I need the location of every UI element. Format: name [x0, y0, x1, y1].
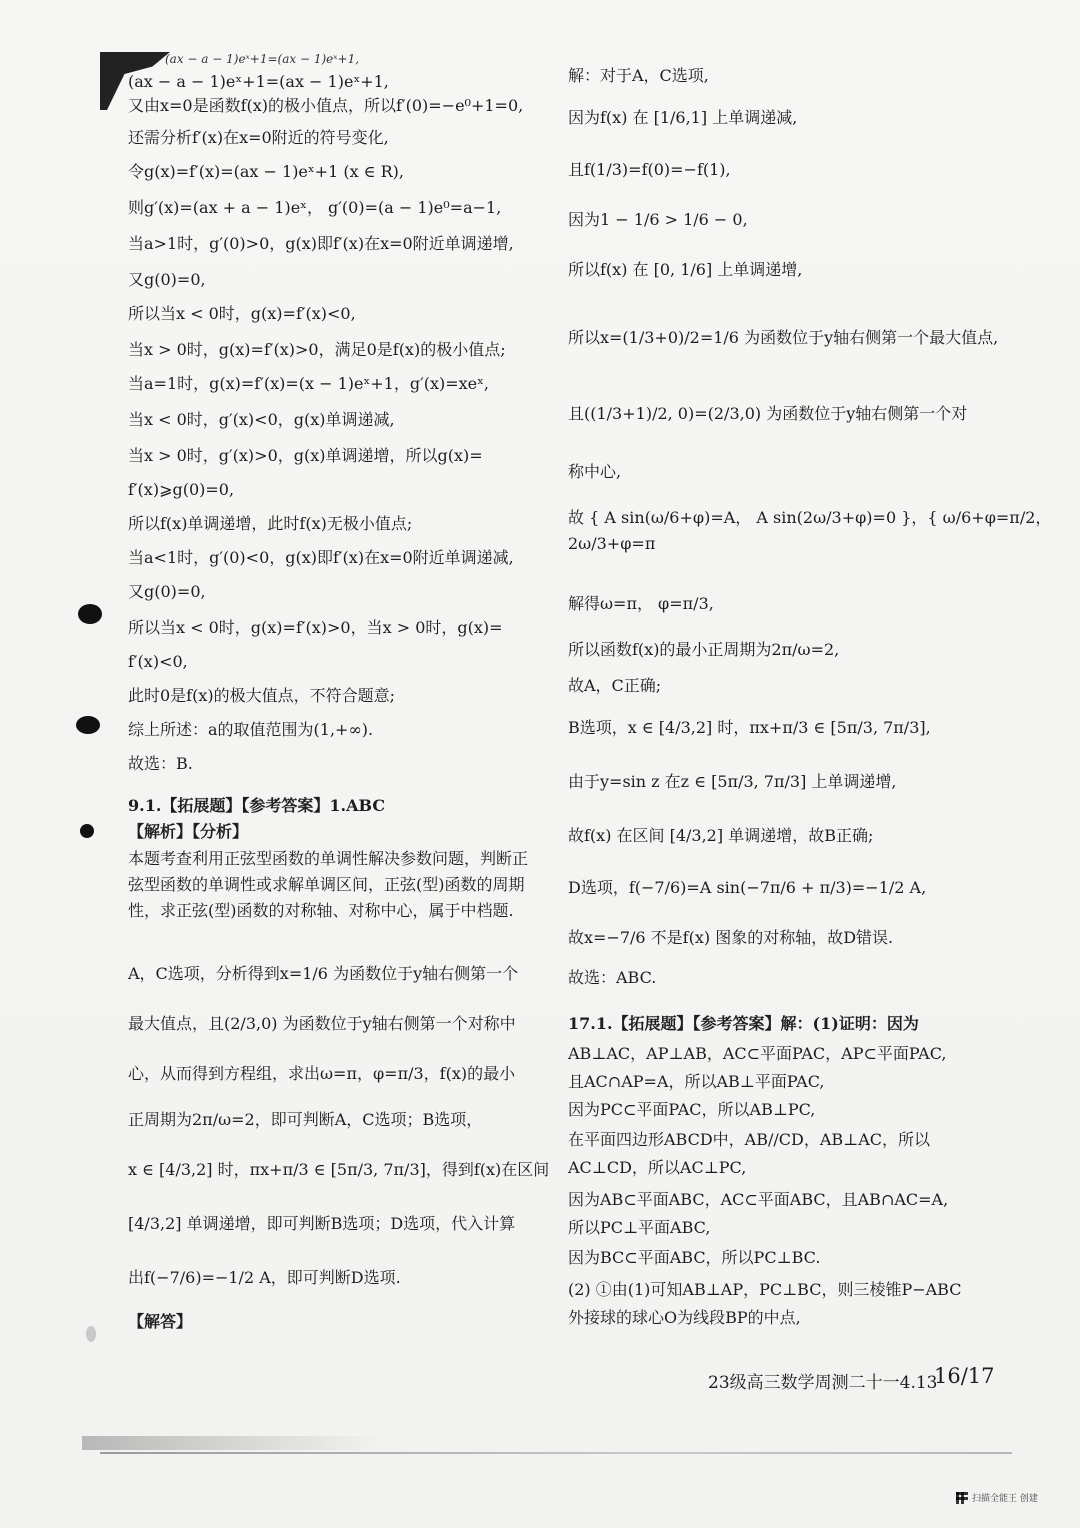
left-line-2: 又由x=0是函数f(x)的极小值点，所以f′(0)=−e⁰+1=0,: [128, 96, 524, 115]
answer-heading: 【解答】: [128, 1312, 193, 1331]
left-line-ac-1: A，C选项，分析得到x=1/6 为函数位于y轴右侧第一个: [128, 964, 519, 983]
right-line-15: 故f(x) 在区间 [4/3,2] 单调递增，故B正确;: [568, 826, 874, 845]
right-line-28: 外接球的球心O为线段BP的中点,: [568, 1308, 801, 1327]
page-shadow: [82, 1436, 382, 1450]
left-line-5: 则g′(x)=(ax + a − 1)eˣ， g′(0)=(a − 1)e⁰=a−1,: [128, 198, 502, 217]
left-line-18: f′(x)<0,: [128, 652, 188, 671]
right-line-9b: 2ω/3+φ=π: [568, 534, 656, 553]
left-line-21: 故选：B.: [128, 754, 193, 773]
right-line-8: 称中心,: [568, 462, 622, 481]
right-line-16: D选项，f(−7/6)=A sin(−7π/6 + π/3)=−1/2 A,: [568, 878, 927, 897]
left-line-12: 当x > 0时，g′(x)>0，g(x)单调递增，所以g(x)=: [128, 446, 483, 465]
left-line-3: 还需分析f′(x)在x=0附近的符号变化,: [128, 128, 389, 147]
left-line-17: 所以当x < 0时，g(x)=f′(x)>0，当x > 0时，g(x)=: [128, 618, 503, 637]
right-line-13: B选项，x ∈ [4/3,2] 时，πx+π/3 ∈ [5π/3, 7π/3],: [568, 718, 931, 737]
ink-blot-3: [80, 824, 94, 838]
right-line-12: 故A，C正确;: [568, 676, 662, 695]
qr-icon: [956, 1492, 968, 1504]
left-line-6: 当a>1时，g′(0)>0，g(x)即f′(x)在x=0附近单调递增,: [128, 234, 514, 253]
left-line-13: f′(x)⩾g(0)=0,: [128, 480, 235, 499]
right-line-19: AB⊥AC，AP⊥AB，AC⊂平面PAC，AP⊂平面PAC,: [568, 1044, 947, 1063]
left-line-8: 所以当x < 0时，g(x)=f′(x)<0,: [128, 304, 356, 323]
left-line-ac-4: 正周期为2π/ω=2，即可判断A，C选项；B选项，: [128, 1110, 483, 1129]
right-line-10: 解得ω=π， φ=π/3,: [568, 594, 714, 613]
right-line-5: 所以f(x) 在 [0, 1/6] 上单调递增,: [568, 260, 803, 279]
left-line-10: 当a=1时，g(x)=f′(x)=(x − 1)eˣ+1，g′(x)=xeˣ,: [128, 374, 490, 393]
q9-analysis-heading: 【解析】【分析】: [128, 822, 249, 841]
left-line-ac-2: 最大值点，且(2/3,0) 为函数位于y轴右侧第一个对称中: [128, 1014, 516, 1033]
bottom-rule: [100, 1452, 1012, 1454]
page-number: 16/17: [934, 1364, 995, 1388]
left-line-b-1: x ∈ [4/3,2] 时，πx+π/3 ∈ [5π/3, 7π/3]，得到f(x)在区间: [128, 1160, 550, 1179]
right-line-22: 在平面四边形ABCD中，AB//CD，AB⊥AC，所以: [568, 1130, 931, 1149]
right-line-27: (2) ①由(1)可知AB⊥AP，PC⊥BC，则三棱锥P−ABC: [568, 1280, 962, 1299]
left-line-14: 所以f(x)单调递增，此时f(x)无极小值点;: [128, 514, 413, 533]
left-line-ac-3: 心，从而得到方程组，求出ω=π，φ=π/3，f(x)的最小: [128, 1064, 516, 1083]
right-line-7: 且((1/3+1)/2, 0)=(2/3,0) 为函数位于y轴右侧第一个对: [568, 404, 968, 423]
q9-analysis-text: 本题考查利用正弦型函数的单调性解决参数问题，判断正弦型函数的单调性或求解单调区间，正弦(型)函数的周期性，求正弦(型)函数的对称轴、对称中心，属于中档题.: [128, 849, 529, 920]
right-line-23: AC⊥CD，所以AC⊥PC,: [568, 1158, 747, 1177]
right-line-26: 因为BC⊂平面ABC，所以PC⊥BC.: [568, 1248, 821, 1267]
right-line-6: 所以x=(1/3+0)/2=1/6 为函数位于y轴右侧第一个最大值点,: [568, 328, 999, 347]
right-line-2: 因为f(x) 在 [1/6,1] 上单调递减,: [568, 108, 798, 127]
left-line-d-1: 出f(−7/6)=−1/2 A，即可判断D选项.: [128, 1268, 401, 1287]
ink-blot-4: [86, 1326, 96, 1342]
left-line-4: 令g(x)=f′(x)=(ax − 1)eˣ+1 (x ∈ R),: [128, 162, 405, 181]
right-line-1: 解：对于A，C选项,: [568, 66, 709, 85]
left-line-19: 此时0是f(x)的极大值点，不符合题意;: [128, 686, 396, 705]
left-line-1: (ax − a − 1)eˣ+1=(ax − 1)eˣ+1,: [128, 72, 389, 91]
left-line-b-2: [4/3,2] 单调递增，即可判断B选项；D选项，代入计算: [128, 1214, 516, 1233]
left-line-15: 当a<1时，g′(0)<0，g(x)即f′(x)在x=0附近单调递减,: [128, 548, 514, 567]
left-line-16: 又g(0)=0,: [128, 582, 206, 601]
left-line-9: 当x > 0时，g(x)=f′(x)>0，满足0是f(x)的极小值点;: [128, 340, 506, 359]
right-line-3: 且f(1/3)=f(0)=−f(1),: [568, 160, 731, 179]
right-line-14: 由于y=sin z 在z ∈ [5π/3, 7π/3] 上单调递增,: [568, 772, 897, 791]
ink-blot-1: [78, 604, 102, 624]
ink-blot-2: [76, 716, 100, 734]
right-line-24: 因为AB⊂平面ABC，AC⊂平面ABC，且AB∩AC=A,: [568, 1190, 949, 1209]
right-line-21: 因为PC⊂平面PAC，所以AB⊥PC,: [568, 1100, 816, 1119]
right-line-18: 故选：ABC.: [568, 968, 657, 987]
q17-heading: 17.1.【拓展题】【参考答案】解：(1)证明：因为: [568, 1014, 919, 1033]
right-line-20: 且AC∩AP=A，所以AB⊥平面PAC,: [568, 1072, 825, 1091]
right-line-11: 所以函数f(x)的最小正周期为2π/ω=2,: [568, 640, 840, 659]
left-line-11: 当x < 0时，g′(x)<0，g(x)单调递减,: [128, 410, 395, 429]
right-line-4: 因为1 − 1/6 > 1/6 − 0,: [568, 210, 748, 229]
left-line-20: 综上所述：a的取值范围为(1,+∞).: [128, 720, 374, 739]
right-line-17: 故x=−7/6 不是f(x) 图象的对称轴，故D错误.: [568, 928, 894, 947]
footer-title: 23级高三数学周测二十一4.13: [708, 1373, 938, 1393]
right-line-9a: 故 { A sin(ω/6+φ)=A， A sin(2ω/3+φ)=0 }，{ ω/6+φ=π/2，: [568, 508, 1052, 527]
left-line-7: 又g(0)=0,: [128, 270, 206, 289]
right-line-25: 所以PC⊥平面ABC,: [568, 1218, 711, 1237]
q9-heading: 9.1.【拓展题】【参考答案】1.ABC: [128, 796, 386, 815]
torn-corner-text: (ax − a − 1)eˣ+1=(ax − 1)eˣ+1,: [165, 52, 360, 66]
scanner-watermark: 扫描全能王 创建: [972, 1494, 1038, 1504]
